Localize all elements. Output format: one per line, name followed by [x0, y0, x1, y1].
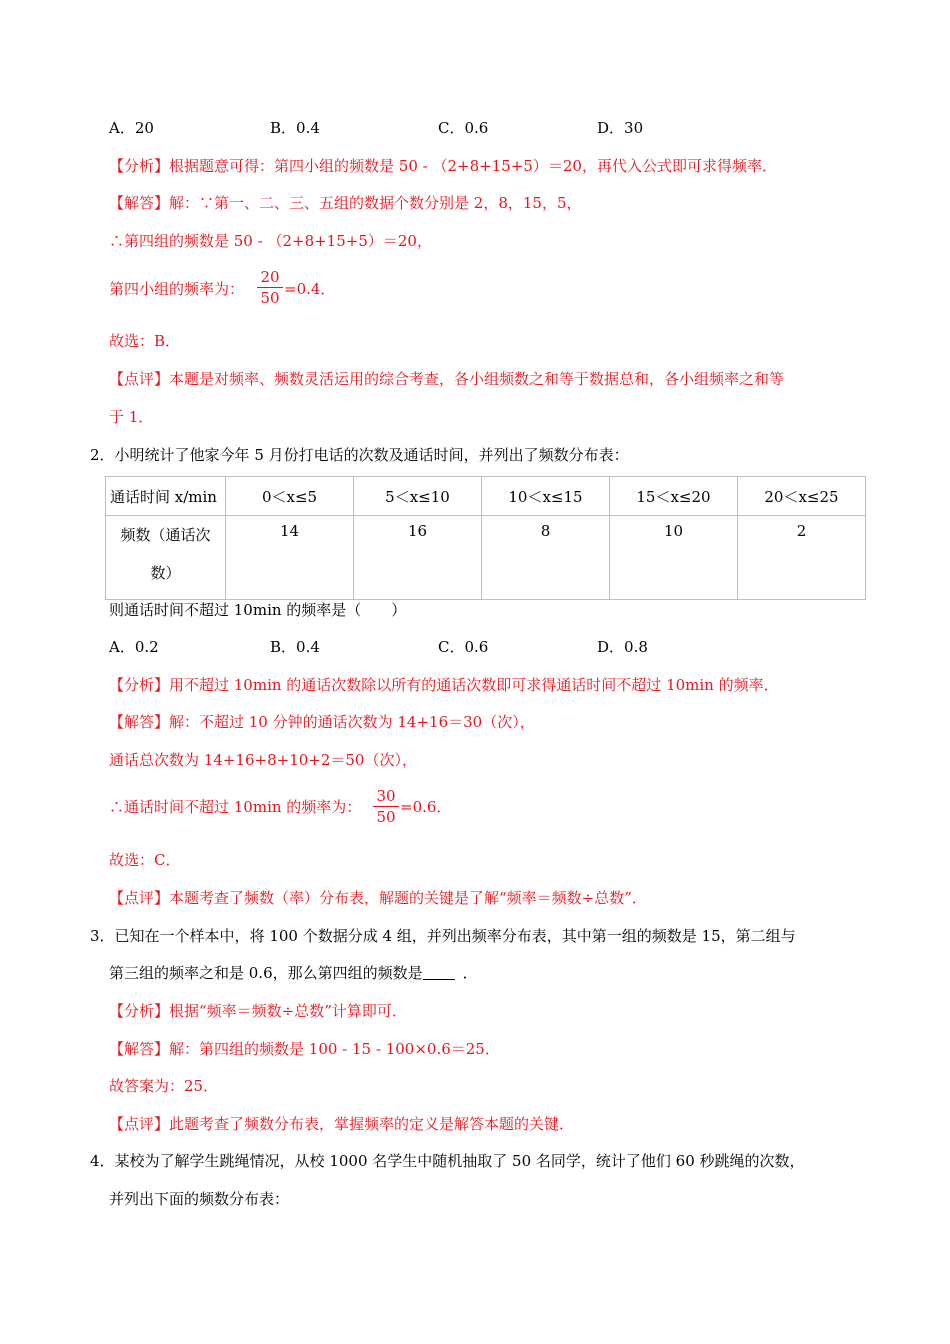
table-freq-label [106, 516, 226, 600]
q1-answer-line3-prefix: 第四小组的频率为： [109, 280, 245, 298]
table-freq-label-line2: 数） [150, 564, 181, 582]
q1-answer-line1: 【解答】解：∵第一、二、三、五组的数据个数分别是 2，8，15，5， [109, 194, 582, 212]
q2-choice: 故选：C． [109, 851, 181, 869]
q1-fraction [257, 268, 283, 307]
table-interval: 5＜x≤10 [354, 477, 482, 516]
q2-option-b: B．0.4 [270, 638, 320, 656]
table-interval: 10＜x≤15 [482, 477, 610, 516]
q2-answer-line3-suffix: =0.6． [400, 798, 452, 816]
q1-choice: 故选：B． [109, 332, 181, 350]
table-freq-value: 8 [482, 516, 610, 600]
q4-stem-line2: 并列出下面的频数分布表： [109, 1190, 290, 1208]
q4-stem-line1: 4．某校为了解学生跳绳情况，从校 1000 名学生中随机抽取了 50 名同学，统计了他们 60 秒跳绳的次数， [90, 1152, 805, 1170]
table-freq-value: 16 [354, 516, 482, 600]
q2-fraction-numerator: 30 [373, 787, 399, 807]
answer-blank [423, 965, 455, 980]
q2-question: 则通话时间不超过 10min 的频率是（ ） [109, 601, 407, 619]
q2-stem: 2．小明统计了他家今年 5 月份打电话的次数及通话时间，并列出了频数分布表： [90, 446, 629, 464]
q2-fraction-denominator: 50 [376, 808, 396, 826]
q2-comment: 【点评】本题考查了频数（率）分布表，解题的关键是了解“频率＝频数÷总数”． [109, 889, 647, 907]
q2-option-a: A．0.2 [109, 638, 159, 656]
table-interval: 15＜x≤20 [610, 477, 738, 516]
q1-option-d: D．30 [597, 119, 644, 137]
q1-comment-line2: 于 1． [109, 408, 154, 426]
q2-analysis: 【分析】用不超过 10min 的通话次数除以所有的通话次数即可求得通话时间不超过 10min 的频率． [109, 676, 779, 694]
q2-option-d: D．0.8 [597, 638, 648, 656]
q3-stem-line2-suffix: ． [462, 964, 478, 982]
q2-answer-line1: 【解答】解：不超过 10 分钟的通话次数为 14+16＝30（次）， [109, 713, 535, 731]
q1-analysis: 【分析】根据题意可得：第四小组的频数是 50 - （2+8+15+5）＝20，再代入公式即可求得频率． [109, 157, 777, 175]
q1-option-a: A．20 [109, 119, 154, 137]
q3-stem-line2 [109, 963, 478, 983]
q3-analysis: 【分析】根据“频率＝频数÷总数”计算即可． [109, 1002, 407, 1020]
q1-answer-line3-suffix: =0.4． [284, 280, 336, 298]
q3-stem-line1: 3．已知在一个样本中，将 100 个数据分成 4 组，并列出频率分布表，其中第一组的频数是 15，第二组与 [90, 927, 796, 945]
table-interval: 0＜x≤5 [226, 477, 354, 516]
q1-comment-line1: 【点评】本题是对频率、频数灵活运用的综合考查，各小组频数之和等于数据总和，各小组频率之和等 [109, 370, 785, 388]
table-row [106, 477, 866, 516]
q1-fraction-denominator: 50 [260, 289, 280, 307]
table-header-label: 通话时间 x/min [106, 477, 226, 516]
table-freq-label-line1: 频数（通话次 [120, 526, 211, 544]
table-freq-value: 2 [738, 516, 866, 600]
table-row [106, 516, 866, 600]
q2-answer-line3-prefix: ∴通话时间不超过 10min 的频率为： [109, 798, 362, 816]
table-interval: 20＜x≤25 [738, 477, 866, 516]
q1-option-b: B．0.4 [270, 119, 320, 137]
q3-answer: 【解答】解：第四组的频数是 100 - 15 - 100×0.6＝25． [109, 1040, 500, 1058]
table-freq-value: 14 [226, 516, 354, 600]
q3-stem-line2-prefix: 第三组的频率之和是 0.6，那么第四组的频数是 [109, 964, 423, 982]
q3-comment: 【点评】此题考查了频数分布表，掌握频率的定义是解答本题的关键． [109, 1115, 575, 1133]
q2-answer-line2: 通话总次数为 14+16+8+10+2＝50（次）， [109, 751, 417, 769]
q2-fraction [373, 787, 399, 826]
q2-option-c: C．0.6 [438, 638, 489, 656]
q1-fraction-numerator: 20 [257, 268, 283, 288]
q1-answer-line2: ∴第四组的频数是 50 - （2+8+15+5）＝20， [109, 232, 432, 250]
q2-frequency-table [105, 476, 866, 600]
q1-option-c: C．0.6 [438, 119, 489, 137]
q3-result: 故答案为：25． [109, 1077, 219, 1095]
table-freq-value: 10 [610, 516, 738, 600]
